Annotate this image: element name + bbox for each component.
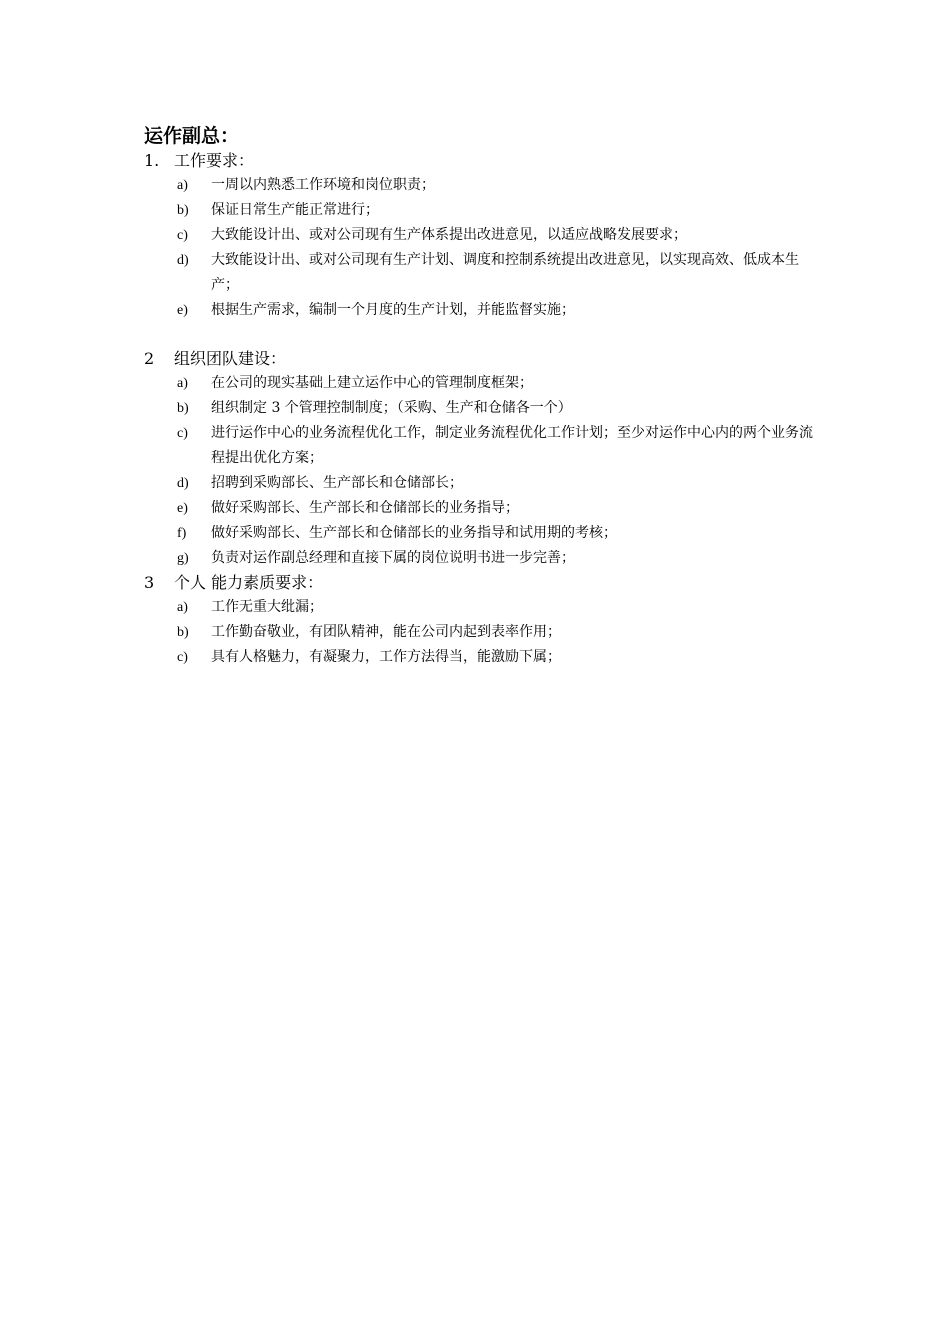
item-text: 负责对运作副总经理和直接下属的岗位说明书进一步完善； bbox=[211, 550, 575, 566]
list-item bbox=[177, 198, 824, 223]
item-text: 根据生产需求，编制一个月度的生产计划，并能监督实施； bbox=[211, 302, 575, 318]
item-text: 工作勤奋敬业，有团队精神，能在公司内起到表率作用； bbox=[211, 624, 561, 640]
item-text: 招聘到采购部长、生产部长和仓储部长； bbox=[211, 475, 463, 491]
item-marker: e) bbox=[177, 501, 188, 516]
item-list bbox=[144, 173, 824, 323]
item-text: 做好采购部长、生产部长和仓储部长的业务指导和试用期的考核； bbox=[211, 525, 617, 541]
list-item bbox=[177, 546, 824, 571]
item-marker: e) bbox=[177, 303, 188, 318]
list-item bbox=[177, 521, 824, 546]
section-label: 工作要求： bbox=[174, 151, 255, 170]
item-text: 保证日常生产能正常进行； bbox=[211, 202, 379, 218]
item-marker: d) bbox=[177, 253, 189, 268]
item-text: 组织制定 3 个管理控制制度；（采购、生产和仓储各一个） bbox=[211, 400, 572, 416]
list-item bbox=[177, 173, 824, 198]
list-item bbox=[177, 396, 824, 421]
section-number: 1. bbox=[144, 151, 160, 170]
section-team-building bbox=[144, 347, 824, 571]
item-marker: g) bbox=[177, 551, 189, 566]
item-marker: c) bbox=[177, 426, 188, 441]
section-label: 个人 能力素质要求： bbox=[174, 573, 324, 592]
list-item bbox=[177, 298, 824, 323]
item-text: 大致能设计出、或对公司现有生产体系提出改进意见，以适应战略发展要求； bbox=[211, 227, 687, 243]
item-list bbox=[144, 371, 824, 571]
section-work-requirements bbox=[144, 149, 824, 323]
item-marker: f) bbox=[177, 526, 187, 541]
list-item bbox=[177, 421, 824, 471]
item-marker: d) bbox=[177, 476, 189, 491]
section-heading bbox=[144, 571, 824, 595]
item-marker: b) bbox=[177, 625, 189, 640]
item-text: 大致能设计出、或对公司现有生产计划、调度和控制系统提出改进意见，以实现高效、低成本生产； bbox=[211, 252, 799, 293]
item-text: 在公司的现实基础上建立运作中心的管理制度框架； bbox=[211, 375, 533, 391]
list-item bbox=[177, 248, 824, 298]
section-heading bbox=[144, 347, 824, 371]
item-marker: b) bbox=[177, 401, 189, 416]
section-number: 3 bbox=[144, 573, 155, 592]
item-text: 一周以内熟悉工作环境和岗位职责； bbox=[211, 177, 435, 193]
item-marker: a) bbox=[177, 178, 188, 193]
list-item bbox=[177, 645, 824, 670]
item-list bbox=[144, 595, 824, 670]
list-item bbox=[177, 471, 824, 496]
section-number: 2 bbox=[144, 349, 155, 368]
list-item bbox=[177, 620, 824, 645]
section-personal-competency bbox=[144, 571, 824, 670]
item-marker: a) bbox=[177, 600, 188, 615]
item-text: 具有人格魅力，有凝聚力，工作方法得当，能激励下属； bbox=[211, 649, 561, 665]
page-title: 运作副总： bbox=[144, 125, 240, 147]
item-marker: c) bbox=[177, 228, 188, 243]
item-text: 进行运作中心的业务流程优化工作，制定业务流程优化工作计划；至少对运作中心内的两个业务流程提出优化方案； bbox=[211, 425, 813, 466]
item-marker: a) bbox=[177, 376, 188, 391]
item-marker: b) bbox=[177, 203, 189, 218]
list-item bbox=[177, 371, 824, 396]
list-item bbox=[177, 496, 824, 521]
item-text: 工作无重大纰漏； bbox=[211, 599, 323, 615]
item-text: 做好采购部长、生产部长和仓储部长的业务指导； bbox=[211, 500, 519, 516]
section-heading bbox=[144, 149, 824, 173]
item-marker: c) bbox=[177, 650, 188, 665]
section-label: 组织团队建设： bbox=[174, 349, 287, 368]
list-item bbox=[177, 595, 824, 620]
list-item bbox=[177, 223, 824, 248]
